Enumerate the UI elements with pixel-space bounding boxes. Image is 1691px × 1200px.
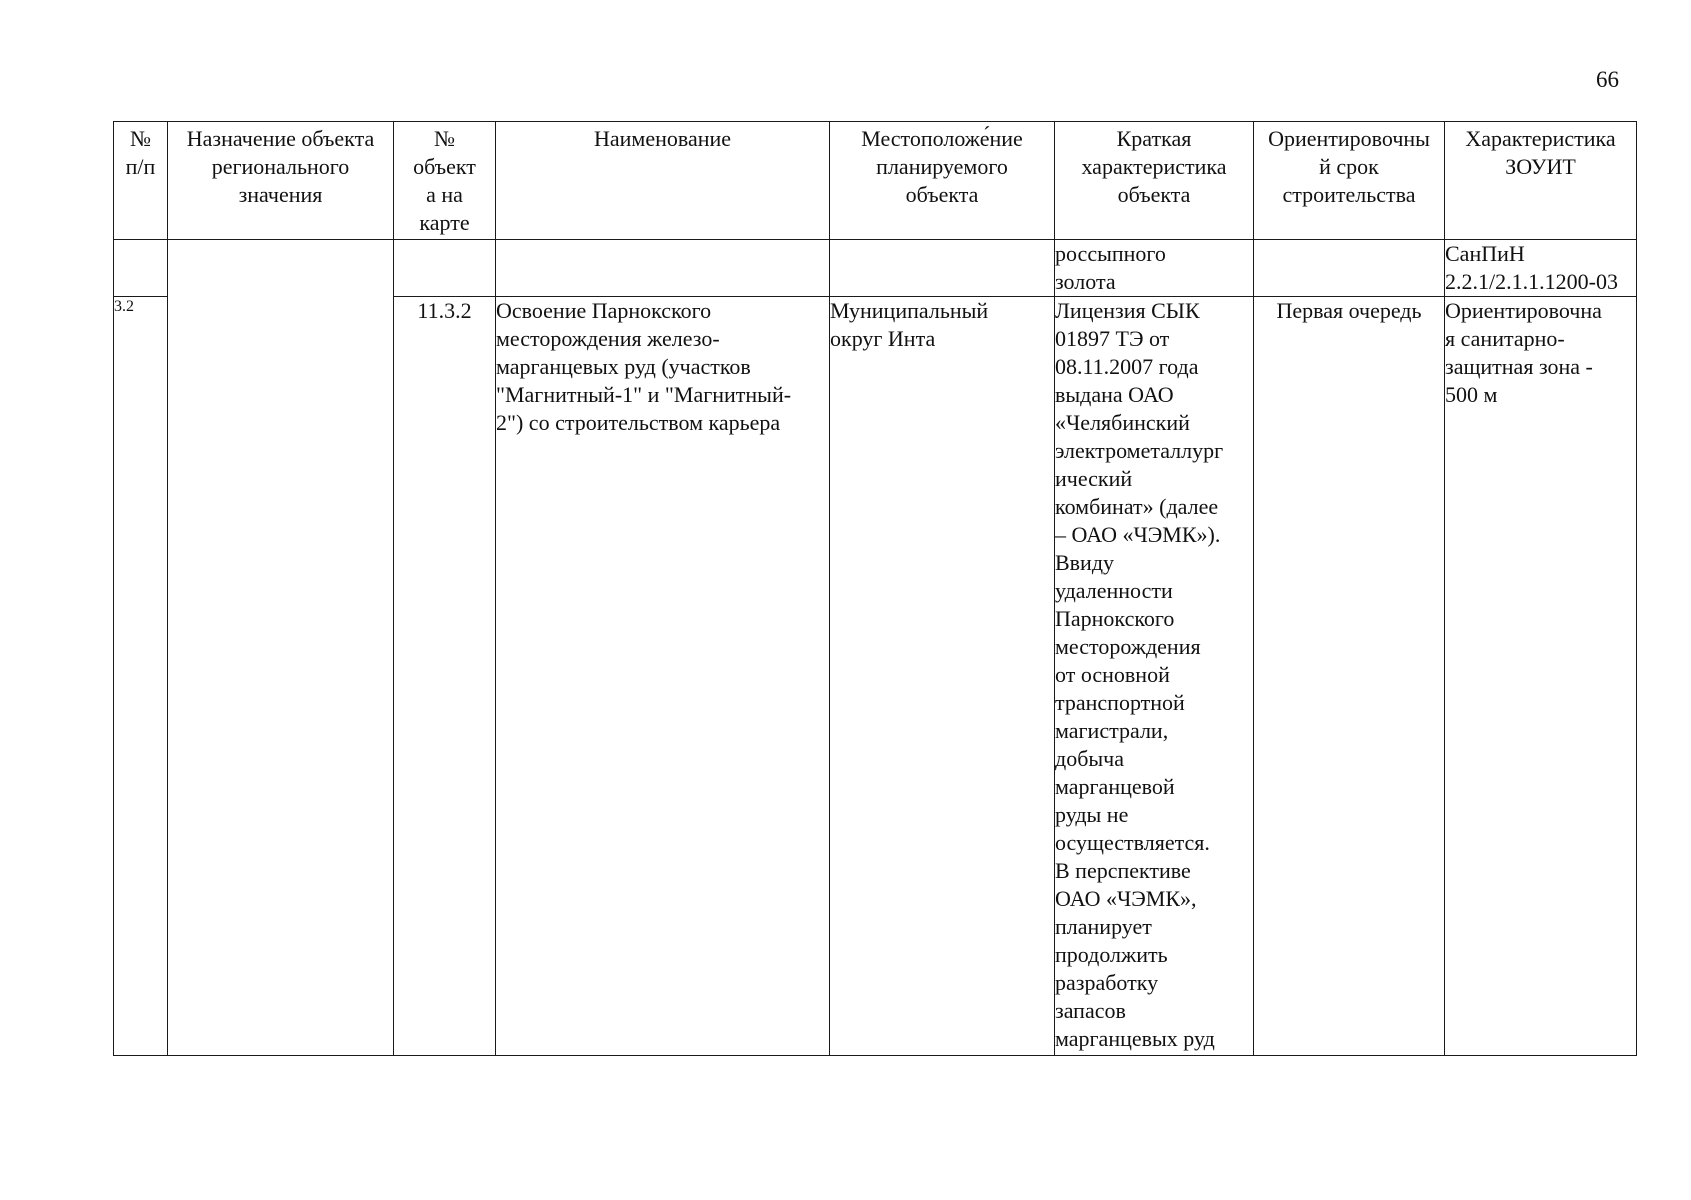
cell-short-description: россыпного золота (1055, 240, 1254, 297)
header-location: Местоположе́ние планируемого объекта (830, 122, 1055, 240)
cell-map-number (394, 240, 496, 297)
cell-map-number: 11.3.2 (394, 297, 496, 1056)
cell-zone-characteristic: СанПиН 2.2.1/2.1.1.1200-03 (1445, 240, 1637, 297)
cell-name: Освоение Парнокского месторождения железо- марганцевых руд (участков "Магнитный-1" и "Магнитный- 2") со строительством карьера (496, 297, 830, 1056)
cell-construction-term: Первая очередь (1254, 297, 1445, 1056)
cell-short-description: Лицензия СЫК 01897 ТЭ от 08.11.2007 года выдана ОАО «Челябинский электрометаллург ический комбинат» (далее – ОАО «ЧЭМК»). Ввиду удаленности Парнокского месторождения от основной транспортной магистрали, добыча марганцевой руды не осуществляется. В перспективе ОАО «ЧЭМК», планирует продолжить разработку запасов марганцевых руд (1055, 297, 1254, 1056)
cell-location: Муниципальный округ Инта (830, 297, 1055, 1056)
cell-construction-term (1254, 240, 1445, 297)
header-short-description: Краткая характеристика объекта (1055, 122, 1254, 240)
table-row (114, 240, 1637, 297)
cell-purpose (168, 240, 394, 1056)
header-construction-term: Ориентировочны й срок строительства (1254, 122, 1445, 240)
header-number: № п/п (114, 122, 168, 240)
cell-zone-characteristic: Ориентировочна я санитарно- защитная зона - 500 м (1445, 297, 1637, 1056)
objects-table (113, 121, 1637, 1056)
page-number: 66 (1596, 67, 1619, 92)
cell-location (830, 240, 1055, 297)
header-map-number: № объект а на карте (394, 122, 496, 240)
cell-number: 3.2 (114, 297, 168, 1056)
cell-number (114, 240, 168, 297)
header-purpose: Назначение объекта регионального значения (168, 122, 394, 240)
table-header-row (114, 122, 1637, 240)
header-name: Наименование (496, 122, 830, 240)
header-zone-characteristic: Характеристика ЗОУИТ (1445, 122, 1637, 240)
cell-name (496, 240, 830, 297)
